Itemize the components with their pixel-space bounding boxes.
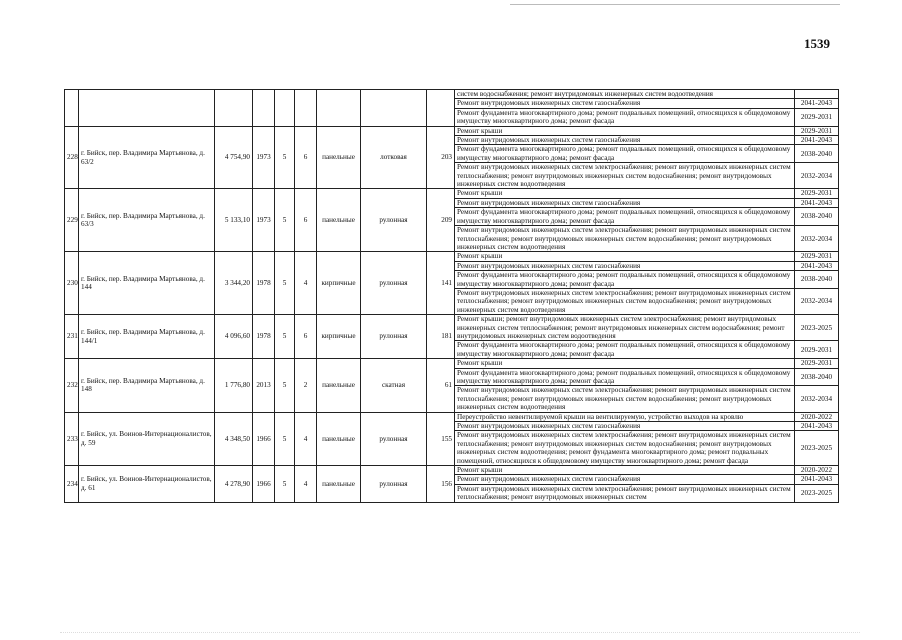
- floor-count: 5: [275, 466, 295, 503]
- entrance-count: 6: [295, 189, 317, 252]
- work-description: Ремонт внутридомовых инженерных систем газоснабжения: [455, 136, 795, 145]
- house-address: г. Бийск, пер. Владимира Мартьянова, д. 144/1: [79, 315, 215, 359]
- entrance-count: 4: [295, 466, 317, 503]
- table-row: [65, 189, 839, 198]
- table-row: [65, 315, 839, 341]
- table-row: [65, 359, 839, 368]
- empty-cell: [317, 90, 361, 127]
- wall-material: кирпичные: [317, 315, 361, 359]
- wall-material: панельные: [317, 126, 361, 189]
- house-address: г. Бийск, пер. Владимира Мартьянова, д. 63/3: [79, 189, 215, 252]
- floor-count: 5: [275, 359, 295, 412]
- floor-count: 5: [275, 412, 295, 465]
- row-number: 228: [65, 126, 79, 189]
- work-period: 2041-2043: [795, 422, 839, 431]
- empty-cell: [65, 90, 79, 127]
- house-area: 4 754,90: [215, 126, 253, 189]
- work-period: 2032-2034: [795, 226, 839, 252]
- roof-type: рулонная: [361, 315, 427, 359]
- wall-material: панельные: [317, 359, 361, 412]
- row-number: 229: [65, 189, 79, 252]
- roof-type: рулонная: [361, 466, 427, 503]
- empty-cell: [253, 90, 275, 127]
- work-description: Ремонт внутридомовых инженерных систем газоснабжения: [455, 198, 795, 207]
- work-description: Ремонт внутридомовых инженерных систем газоснабжения: [455, 99, 795, 108]
- roof-type: скатная: [361, 359, 427, 412]
- wall-material: панельные: [317, 189, 361, 252]
- table-row: [65, 466, 839, 475]
- work-period: 2041-2043: [795, 99, 839, 108]
- resident-count: 181: [427, 315, 455, 359]
- entrance-count: 6: [295, 126, 317, 189]
- roof-type: рулонная: [361, 252, 427, 315]
- work-description: Ремонт фундамента многоквартирного дома; ремонт подвальных помещений, относящихся к общедомовому имуществу многоквартирного дома; ремонт фасада: [455, 108, 795, 126]
- entrance-count: 6: [295, 315, 317, 359]
- work-description: Ремонт внутридомовых инженерных систем электроснабжения; ремонт внутридомовых инженерных систем теплоснабжения; ремонт внутридомовых инженерных систем водоснабжения; ремонт внутридомовых инженерных систем водоотведения: [455, 163, 795, 189]
- build-year: 1978: [253, 252, 275, 315]
- work-period: 2038-2040: [795, 368, 839, 386]
- work-period: 2041-2043: [795, 475, 839, 484]
- work-period: 2023-2025: [795, 315, 839, 341]
- work-period: 2032-2034: [795, 163, 839, 189]
- build-year: 2013: [253, 359, 275, 412]
- resident-count: 61: [427, 359, 455, 412]
- empty-cell: [427, 90, 455, 127]
- build-year: 1966: [253, 466, 275, 503]
- floor-count: 5: [275, 252, 295, 315]
- work-description: Ремонт фундамента многоквартирного дома; ремонт подвальных помещений, относящихся к общедомовому имуществу многоквартирного дома; ремонт фасада: [455, 368, 795, 386]
- wall-material: кирпичные: [317, 252, 361, 315]
- page-number: 1539: [804, 36, 830, 51]
- work-description: Ремонт внутридомовых инженерных систем газоснабжения: [455, 261, 795, 270]
- work-period: 2023-2025: [795, 484, 839, 502]
- house-address: г. Бийск, ул. Воинов-Интернационалистов, д. 61: [79, 466, 215, 503]
- floor-count: 5: [275, 315, 295, 359]
- repair-schedule-table: [64, 89, 839, 503]
- work-description: Ремонт крыши: [455, 189, 795, 198]
- work-description: Ремонт фундамента многоквартирного дома; ремонт подвальных помещений, относящихся к общедомовому имуществу многоквартирного дома; ремонт фасада: [455, 341, 795, 359]
- roof-type: рулонная: [361, 189, 427, 252]
- work-period: 2029-2031: [795, 252, 839, 261]
- build-year: 1966: [253, 412, 275, 465]
- entrance-count: 4: [295, 252, 317, 315]
- work-description: Ремонт внутридомовых инженерных систем электроснабжения; ремонт внутридомовых инженерных систем теплоснабжения; ремонт внутридомовых инженерных систем водоснабжения; ремонт внутридомовых инженерных систем водоотведения: [455, 288, 795, 314]
- work-description: Ремонт фундамента многоквартирного дома; ремонт подвальных помещений, относящихся к общедомовому имуществу многоквартирного дома; ремонт фасада: [455, 208, 795, 226]
- work-description: Ремонт крыши: [455, 252, 795, 261]
- work-description: Ремонт внутридомовых инженерных систем газоснабжения: [455, 422, 795, 431]
- work-period: 2029-2031: [795, 126, 839, 135]
- house-address: г. Бийск, ул. Воинов-Интернационалистов, д. 59: [79, 412, 215, 465]
- work-period: 2038-2040: [795, 145, 839, 163]
- work-period: 2029-2031: [795, 359, 839, 368]
- work-period: 2029-2031: [795, 108, 839, 126]
- work-description: Ремонт крыши: [455, 126, 795, 135]
- house-area: 1 776,80: [215, 359, 253, 412]
- work-description: Переустройство невентилируемой крыши на вентилируемую, устройство выходов на кровлю: [455, 412, 795, 421]
- floor-count: 5: [275, 126, 295, 189]
- empty-cell: [215, 90, 253, 127]
- resident-count: 141: [427, 252, 455, 315]
- entrance-count: 4: [295, 412, 317, 465]
- house-area: 4 278,90: [215, 466, 253, 503]
- work-period: 2029-2031: [795, 341, 839, 359]
- empty-cell: [79, 90, 215, 127]
- work-description: Ремонт фундамента многоквартирного дома; ремонт подвальных помещений, относящихся к общедомовому имуществу многоквартирного дома; ремонт фасада: [455, 271, 795, 289]
- row-number: 230: [65, 252, 79, 315]
- resident-count: 155: [427, 412, 455, 465]
- entrance-count: 2: [295, 359, 317, 412]
- house-area: 5 133,10: [215, 189, 253, 252]
- empty-cell: [295, 90, 317, 127]
- resident-count: 156: [427, 466, 455, 503]
- resident-count: 203: [427, 126, 455, 189]
- wall-material: панельные: [317, 412, 361, 465]
- work-period: 2038-2040: [795, 271, 839, 289]
- house-area: 4 348,50: [215, 412, 253, 465]
- house-address: г. Бийск, пер. Владимира Мартьянова, д. 63/2: [79, 126, 215, 189]
- table-row: [65, 412, 839, 421]
- row-number: 231: [65, 315, 79, 359]
- table-body: [65, 90, 839, 503]
- floor-count: 5: [275, 189, 295, 252]
- work-description: Ремонт внутридомовых инженерных систем электроснабжения; ремонт внутридомовых инженерных систем теплоснабжения; ремонт внутридомовых инженерных систем водоснабжения; ремонт внутридомовых инженерных систем водоотведения: [455, 386, 795, 412]
- work-description: систем водоснабжения; ремонт внутридомовых инженерных систем водоотведения: [455, 90, 795, 99]
- work-period: 2038-2040: [795, 208, 839, 226]
- table-row: [65, 252, 839, 261]
- house-area: 3 344,20: [215, 252, 253, 315]
- empty-cell: [361, 90, 427, 127]
- work-period: 2020-2022: [795, 412, 839, 421]
- empty-cell: [275, 90, 295, 127]
- house-area: 4 096,60: [215, 315, 253, 359]
- top-rule: [510, 4, 840, 5]
- build-year: 1978: [253, 315, 275, 359]
- work-period: 2032-2034: [795, 386, 839, 412]
- work-period: 2041-2043: [795, 136, 839, 145]
- work-period: 2032-2034: [795, 288, 839, 314]
- house-address: г. Бийск, пер. Владимира Мартьянова, д. 148: [79, 359, 215, 412]
- row-number: 234: [65, 466, 79, 503]
- row-number: 232: [65, 359, 79, 412]
- work-period: 2020-2022: [795, 466, 839, 475]
- work-description: Ремонт фундамента многоквартирного дома; ремонт подвальных помещений, относящихся к общедомовому имуществу многоквартирного дома; ремонт фасада: [455, 145, 795, 163]
- work-description: Ремонт крыши: [455, 359, 795, 368]
- roof-type: рулонная: [361, 412, 427, 465]
- table-row: [65, 126, 839, 135]
- bottom-rule: [60, 632, 860, 633]
- resident-count: 209: [427, 189, 455, 252]
- work-description: Ремонт внутридомовых инженерных систем электроснабжения; ремонт внутридомовых инженерных систем теплоснабжения; ремонт внутридомовых инженерных систем водоснабжения; ремонт внутридомовых инженерных систем водоотведения; ремонт фундамента многоквартирного дома; ремонт подвальных помещений, относящихся к общедомовому имуществу многоквартирного дома; ремонт фасада: [455, 431, 795, 466]
- work-period: 2041-2043: [795, 198, 839, 207]
- work-description: Ремонт внутридомовых инженерных систем газоснабжения: [455, 475, 795, 484]
- work-description: Ремонт крыши: [455, 466, 795, 475]
- work-period: 2041-2043: [795, 261, 839, 270]
- work-period: 2029-2031: [795, 189, 839, 198]
- work-description: Ремонт внутридомовых инженерных систем электроснабжения; ремонт внутридомовых инженерных систем теплоснабжения; ремонт внутридомовых инженерных систем: [455, 484, 795, 502]
- work-period: [795, 90, 839, 99]
- work-period: 2023-2025: [795, 431, 839, 466]
- wall-material: панельные: [317, 466, 361, 503]
- work-description: Ремонт внутридомовых инженерных систем электроснабжения; ремонт внутридомовых инженерных систем теплоснабжения; ремонт внутридомовых инженерных систем водоснабжения; ремонт внутридомовых инженерных систем водоотведения: [455, 226, 795, 252]
- build-year: 1973: [253, 189, 275, 252]
- table-row: [65, 90, 839, 99]
- build-year: 1973: [253, 126, 275, 189]
- row-number: 233: [65, 412, 79, 465]
- work-description: Ремонт крыши; ремонт внутридомовых инженерных систем электроснабжения; ремонт внутридомовых инженерных систем теплоснабжения; ремонт внутридомовых инженерных систем водоснабжения; ремонт внутридомовых инженерных систем водоотведения: [455, 315, 795, 341]
- house-address: г. Бийск, пер. Владимира Мартьянова, д. 144: [79, 252, 215, 315]
- roof-type: лотковая: [361, 126, 427, 189]
